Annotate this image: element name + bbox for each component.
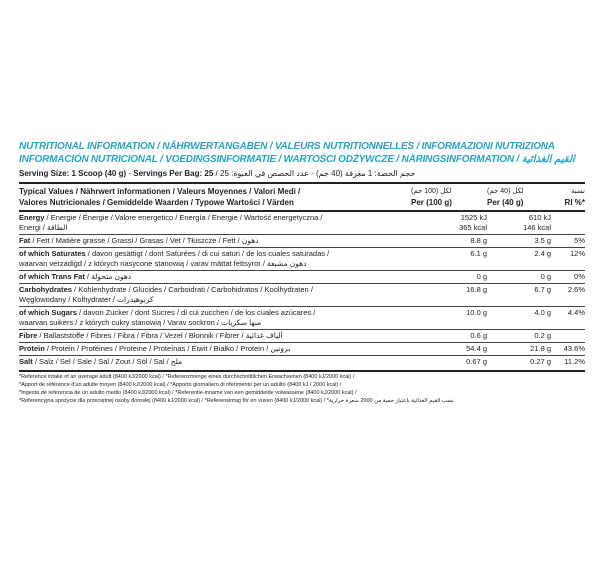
row-label	[19, 285, 411, 305]
row-label-text: / دهون متحولة	[84, 272, 132, 281]
row-label-bold: Energy	[19, 213, 45, 222]
per-40g-cell-value: 21.8 g	[530, 344, 551, 353]
table-row-protein	[19, 342, 585, 355]
per-40g-cell	[487, 236, 551, 246]
ri-cell	[551, 357, 585, 367]
ri-cell	[551, 285, 585, 305]
row-label	[19, 249, 411, 269]
per-100g-cell-value: 16.8 g	[466, 285, 487, 294]
per-40g-cell-value: 0.2 g	[534, 331, 551, 340]
ri-cell-value: 12%	[569, 249, 585, 258]
per-100g-cell	[411, 357, 487, 367]
ri-cell-value: 43.6%	[563, 344, 585, 353]
table-row-sugars	[19, 306, 585, 329]
per-100g-cell-value: 0.6 g	[470, 331, 487, 340]
table-row-fat	[19, 234, 585, 247]
row-label-text-2: waarvan verzadigd / z których nasycone stanowią / varav mättat fettsyror / دهون مشبعة	[19, 259, 307, 268]
per-100g-cell	[411, 285, 487, 305]
heading-line-1: NUTRITIONAL INFORMATION / NÄHRWERTANGABEN / VALEURS NUTRITIONNELLES / INFORMAZIONI NUTRIZIONA	[19, 141, 555, 152]
per-40g-cell-value: 3.5 g	[534, 236, 551, 245]
header-ri-arabic: نسبة	[570, 188, 585, 195]
per-40g-cell	[487, 272, 551, 282]
row-label-text: / Fett / Matière grasse / Grassi / Grasas / Vet / Tłuszcze / Fett / دهون	[30, 236, 259, 245]
per-40g-cell	[487, 331, 551, 341]
per-40g-cell-value: 4.0 g	[534, 308, 551, 317]
row-label-bold: Protein	[19, 344, 45, 353]
ri-cell	[551, 331, 585, 341]
per-40g-cell-value: 6.7 g	[534, 285, 551, 294]
header-per-100g-label: Per (100 g)	[411, 198, 452, 207]
serving-info: Serving Size: 1 Scoop (40 g) - Servings Per Bag: 25 / حجم الحصة: 1 مغرفة (40 جم) - عدد الحصص في العبوة: 25	[19, 169, 416, 178]
row-label	[19, 331, 411, 341]
per-100g-cell	[411, 213, 487, 233]
footnote-1: *Reference intake of an average adult (8400 kJ/2000 kcal) / *Referenzmenge eines durchschnittlichen Erwachsenen (8400 kJ/2000 kcal) /	[19, 374, 355, 380]
heading-line-2: INFORMACIÓN NUTRICIONAL / VOEDINGSINFORMATIE / WARTOŚCI ODŻYWCZE / NÄRINGSINFORMATION / القيم الغذائية	[19, 154, 575, 165]
per-100g-cell-value: 0.67 g	[466, 357, 487, 366]
ri-cell	[551, 308, 585, 328]
per-100g-cell-value: 8.8 g	[470, 236, 487, 245]
ri-cell	[551, 213, 585, 233]
ri-cell	[551, 344, 585, 354]
ri-cell	[551, 272, 585, 282]
row-label-bold: of which Saturates	[19, 249, 86, 258]
row-label-text: / Salz / Sel / Sale / Sal / Zout / Sól / Sal / ملح	[32, 357, 183, 366]
table-row-carbohydrates	[19, 283, 585, 306]
ri-cell-value: 2.6%	[567, 285, 585, 294]
row-label-text: / Ballaststoffe / Fibres / Fibra / Fibra / Vezel / Błonnik / Fibrer / ألياف غذائية	[37, 331, 283, 340]
serving-arabic: حجم الحصة: 1 مغرفة (40 جم) - عدد الحصص في العبوة: 25	[220, 169, 416, 178]
row-label	[19, 357, 411, 367]
ri-cell-value: 0%	[574, 272, 585, 281]
row-label-bold: Salt	[19, 357, 33, 366]
row-label-text-2: Energi / الطاقة	[19, 223, 68, 232]
table-row-energy	[19, 210, 585, 234]
header-per-40g-label: Per (40 g)	[487, 198, 524, 207]
per-40g-cell-value: 2.4 g	[534, 249, 551, 258]
per-100g-cell-value-2: 365 kcal	[459, 223, 487, 232]
per-40g-cell-value: 0 g	[540, 272, 551, 281]
table-row-fibre	[19, 329, 585, 342]
per-40g-cell	[487, 249, 551, 269]
per-100g-cell-value: 10.0 g	[466, 308, 487, 317]
row-label	[19, 308, 411, 328]
footnote-3: *Ingesta de referencia de un adulto medio (8400 kJ/2000 kcal) / *Referentie-inname van een gemiddelde volwassene (8400 kJ/2000 kcal) /	[19, 390, 357, 396]
per-40g-cell-value: 610 kJ	[528, 213, 551, 222]
row-label-text: / davon Zucker / dont Sucres / di cui zuccheri / de los cuales azúcares /	[76, 308, 316, 317]
header-ri	[551, 186, 585, 208]
ri-cell-value: 4.4%	[567, 308, 585, 317]
header-per-40g-arabic: لكل (40 جم)	[487, 188, 524, 195]
per-100g-cell	[411, 249, 487, 269]
ri-cell	[551, 236, 585, 246]
table-header	[19, 184, 585, 210]
footnote-2: *Apport de référence d'un adulte moyen (8400 kJ/2000 kcal) / *Apporto giornaliero di riferimento per un adulto (8400 kJ / 2000 kcal) /	[19, 382, 342, 388]
per-100g-cell	[411, 308, 487, 328]
per-100g-cell	[411, 236, 487, 246]
row-label	[19, 272, 411, 282]
header-per-100g-arabic: لكل (100 جم)	[411, 188, 452, 195]
row-label-bold: of which Trans Fat	[19, 272, 85, 281]
footnotes	[19, 370, 585, 405]
per-40g-cell	[487, 308, 551, 328]
per-100g-cell-value: 54.4 g	[466, 344, 487, 353]
per-100g-cell-value: 0 g	[476, 272, 487, 281]
header-per-40g	[487, 186, 551, 208]
row-label-text: / davon gesättigt / dont Saturées / di cui saturi / de los cuales saturadas /	[85, 249, 330, 258]
per-40g-cell	[487, 213, 551, 233]
per-100g-cell-value: 6.1 g	[470, 249, 487, 258]
footnote-4: *Referencyjna spożycie dla przeciętnej osoby dorosłej (8400 kJ/2000 kcal) / *Referensintag för en vuxen (8400 kJ/2000 kcal) / *نسب القيم الغذائية باعتبار حمية من 2000 سعرة حرارية	[19, 398, 454, 404]
row-label-bold: Carbohydrates	[19, 285, 72, 294]
nutrition-label	[19, 140, 585, 405]
row-label-text-2: waarvan suikers / z których cukry stanowią / Varav sockron / منها سكريات	[19, 318, 262, 327]
row-label-bold: Fibre	[19, 331, 38, 340]
row-label	[19, 213, 411, 233]
per-100g-cell	[411, 272, 487, 282]
table-row-trans-fat	[19, 270, 585, 283]
header-per-100g	[411, 186, 487, 208]
header-typical-values	[19, 186, 411, 208]
ri-cell-value: 5%	[574, 236, 585, 245]
row-label	[19, 236, 411, 246]
servings-per-bag: Servings Per Bag: 25	[133, 169, 214, 178]
header-typical-line-1: Typical Values / Nährwert informationen / Valeurs Moyennes / Valori Medi /	[19, 187, 301, 196]
row-label-text: / Energie / Énergie / Valore energetico / Energía / Energie / Wartość energetyczna /	[44, 213, 323, 222]
per-40g-cell-value-2: 146 kcal	[523, 223, 551, 232]
per-40g-cell	[487, 344, 551, 354]
nutrient-rows	[19, 210, 585, 368]
row-label-text: / Protein / Protéines / Proteine / Proteínas / Eiwit / Białko / Protein / بروتين	[44, 344, 291, 353]
table-row-salt	[19, 355, 585, 368]
per-100g-cell	[411, 344, 487, 354]
per-100g-cell	[411, 331, 487, 341]
per-40g-cell	[487, 357, 551, 367]
row-label-bold: Fat	[19, 236, 31, 245]
row-label	[19, 344, 411, 354]
row-label-text: / Kohlenhydrate / Glucides / Carboidrati / Carbohidratos / Koolhydraten /	[71, 285, 313, 294]
serving-size: Serving Size: 1 Scoop (40 g)	[19, 169, 127, 178]
row-label-text-2: Węglowodany / Kolhydrater / كربوهيدرات	[19, 295, 154, 304]
per-100g-cell-value: 1525 kJ	[460, 213, 487, 222]
header-ri-label: RI %*	[564, 198, 585, 207]
ri-cell	[551, 249, 585, 269]
row-label-bold: of which Sugars	[19, 308, 77, 317]
header-typical-line-2: Valores Nutricionales / Gemiddelde Waarden / Typowe Wartości / Värden	[19, 198, 294, 207]
ri-cell-value: 11.2%	[564, 357, 585, 366]
table-row-saturates	[19, 247, 585, 270]
per-40g-cell-value: 0.27 g	[530, 357, 551, 366]
per-40g-cell	[487, 285, 551, 305]
